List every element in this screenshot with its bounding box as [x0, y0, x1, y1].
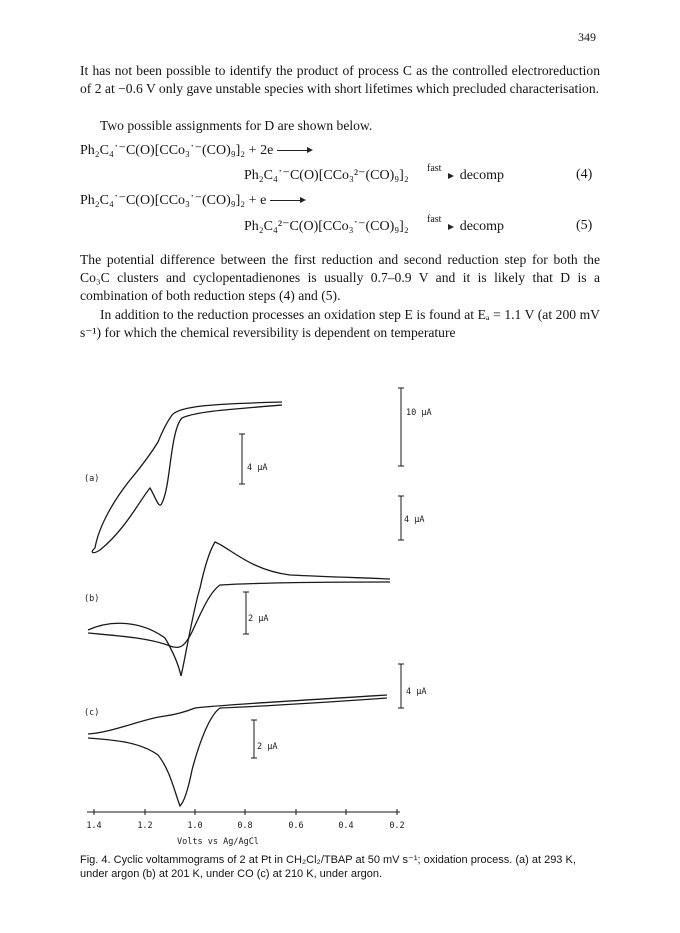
page-number: 349 [578, 30, 596, 44]
paragraph-oxidation: In addition to the reduction processes an oxidation step E is found at Eₐ = 1.1 V (at 200 mV s⁻¹) for which the chemical reversibility is dependent on temperature [80, 307, 600, 341]
equation-5-products: Ph₂C₄²⁻C(O)[CCo₃˙⁻(CO)₉]₂ fast decomp [244, 213, 505, 234]
x-tick-0-8: 0.8 [237, 821, 253, 831]
equation-5-reactants: Ph₂C₄˙⁻C(O)[CCo₃˙⁻(CO)₉]₂ + e [80, 192, 308, 209]
x-tick-0-6: 0.6 [288, 821, 304, 831]
equation-5-number: (5) [576, 218, 593, 233]
figure-caption: Fig. 4. Cyclic voltammograms of 2 at Pt in CH₂Cl₂/TBAP at 50 mV s⁻¹; oxidation process. (a) at 293 K, under argon (b) at 201 K, under CO (c) at 210 K, under argon. [80, 854, 576, 880]
voltammogram-trace-c-return [88, 698, 387, 806]
equation-4-number: (4) [576, 167, 593, 182]
voltammogram-trace-b [88, 542, 390, 676]
scale-a-outer: 10 μA [406, 408, 432, 418]
reaction-arrow [277, 150, 311, 151]
scale-b-inner: 2 μA [248, 614, 269, 624]
equation-4-reactants: Ph₂C₄˙⁻C(O)[CCo₃˙⁻(CO)₉]₂ + 2e [80, 142, 315, 159]
label-a: (a) [84, 474, 100, 484]
paragraph-process-c: It has not been possible to identify the product of process C as the controlled electroreduction of 2 at −0.6 V only gave unstable species with short lifetimes which precluded characterisation. [80, 63, 600, 97]
x-axis-ticks [86, 821, 404, 847]
scale-a-inner: 4 μA [247, 463, 268, 473]
x-tick-0-4: 0.4 [338, 821, 354, 831]
x-tick-1-4: 1.4 [86, 821, 102, 831]
cyclic-voltammogram-figure [70, 370, 432, 852]
label-b: (b) [84, 594, 100, 604]
paragraph-assignments: Two possible assignments for D are shown below. [100, 118, 373, 133]
x-tick-1-0: 1.0 [187, 821, 203, 831]
equation-4-products: Ph₂C₄˙⁻C(O)[CCo₃²⁻(CO)₉]₂ fast decomp [244, 162, 505, 183]
voltammogram-trace-a-return [92, 405, 282, 553]
reaction-arrow [270, 200, 304, 201]
scale-b-outer: 4 μA [404, 515, 425, 525]
x-axis [87, 809, 400, 815]
label-c: (c) [84, 708, 100, 718]
x-tick-1-2: 1.2 [137, 821, 153, 831]
scale-c-inner: 2 μA [257, 742, 278, 752]
voltammogram-trace-b-return [88, 582, 390, 647]
x-axis-label: Volts vs Ag/AgCl [177, 837, 259, 847]
paragraph-potential-difference: The potential difference between the first reduction and second reduction step for both the Co₃C clusters and cyclopentadienones is usually 0.7–0.9 V and it is likely that D is a combination of both reduction steps (4) and (5). [80, 252, 600, 304]
scale-c-outer: 4 μA [406, 687, 427, 697]
x-tick-0-2: 0.2 [389, 821, 405, 831]
